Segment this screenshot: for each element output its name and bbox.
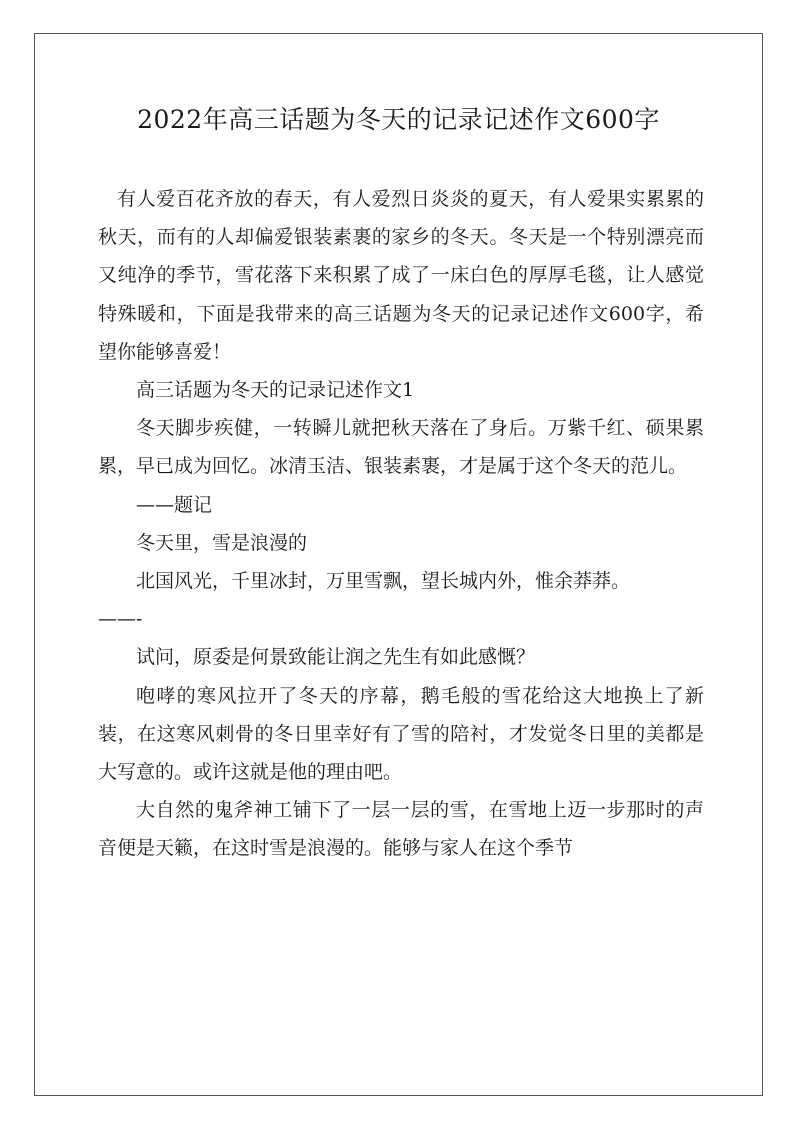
- quote-dash: ——-: [98, 608, 143, 631]
- poem-quote: 北国风光，千里冰封，万里雪飘，望长城内外，惟余莽莽。: [136, 570, 631, 593]
- section-heading: 高三话题为冬天的记录记述作文1: [136, 379, 415, 402]
- paragraph: 试问，原委是何景致能让润之先生有如此感慨？: [136, 646, 536, 669]
- paragraph: 冬天脚步疾健，一转瞬儿就把秋天落在了身后。万紫千红、硕果累累，早已成为回忆。冰清玉洁、银装素裹，才是属于这个冬天的范儿。: [98, 417, 704, 478]
- document-title: 2022年高三话题为冬天的记录记述作文600字: [137, 105, 660, 134]
- paragraph-intro: 有人爱百花齐放的春天，有人爱烈日炎炎的夏天，有人爱果实累累的秋天，而有的人却偏爱银装素裹的家乡的冬天。冬天是一个特别漂亮而又纯净的季节，雪花落下来积累了成了一床白色的厚厚毛毯，让人感觉特殊暖和，下面是我带来的高三话题为冬天的记录记述作文600字，希望你能够喜爱！: [98, 188, 704, 363]
- paragraph: 咆哮的寒风拉开了冬天的序幕，鹅毛般的雪花给这大地换上了新装，在这寒风刺骨的冬日里幸好有了雪的陪衬，才发觉冬日里的美都是大写意的。或许这就是他的理由吧。: [98, 684, 704, 784]
- subheading: 冬天里，雪是浪漫的: [136, 531, 308, 554]
- paragraph: 大自然的鬼斧神工铺下了一层一层的雪，在雪地上迈一步那时的声音便是天籁，在这时雪是浪漫的。能够与家人在这个季节: [98, 799, 704, 860]
- epigraph-attribution: ——题记: [136, 493, 213, 516]
- document-body: [98, 180, 704, 868]
